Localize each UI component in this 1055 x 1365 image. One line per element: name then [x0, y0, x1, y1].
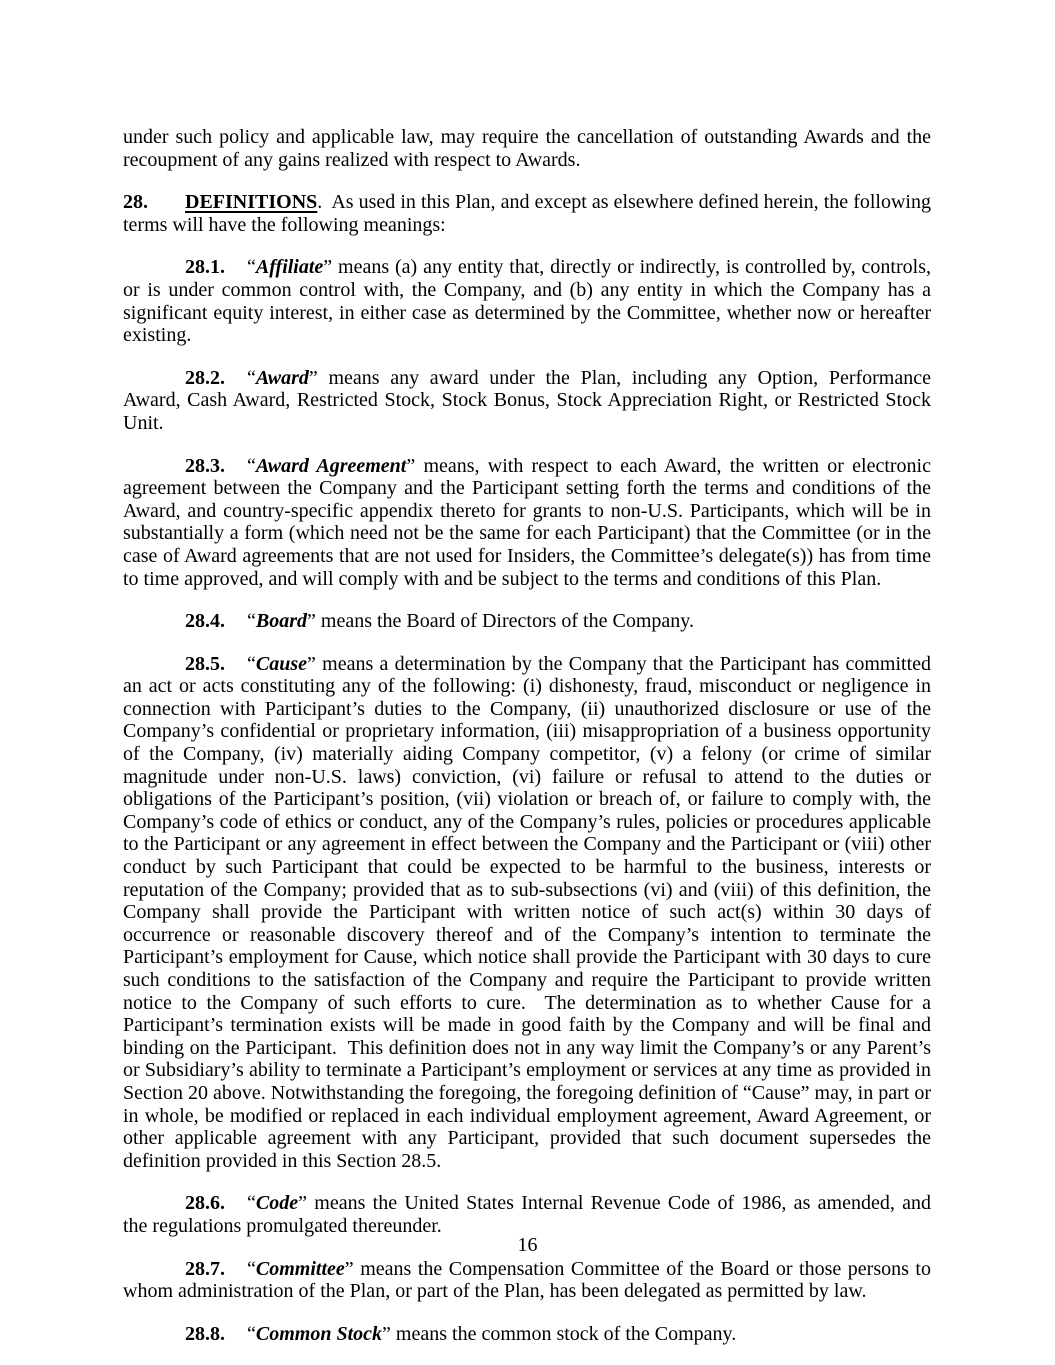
- intro-paragraph-text: under such policy and applicable law, may require the cancellation of outstanding Awards and the recoupment of any gains realized with respect to Awards.: [123, 126, 931, 171]
- definition-term: Board: [255, 610, 308, 633]
- definition-award-agreement: [123, 455, 931, 591]
- open-quote: “: [247, 1257, 256, 1280]
- definition-body: means, with respect to each Award, the written or electronic agreement between the Company and the Participant setting forth the terms and conditions of the Award, and country-specific appendix thereto for grants to non-U.S. Participants, which will be in substantially a form (which need not be the same for each Participant) that the Committee (or in the case of Award agreements that are not used for Insiders, the Committee’s delegate(s)) has from time to time approved, and will comply with and be subject to the terms and conditions of this Plan.: [123, 454, 931, 590]
- definition-board: [123, 610, 931, 633]
- open-quote: “: [247, 652, 256, 675]
- definition-code: [123, 1192, 931, 1237]
- definition-term: Code: [255, 1192, 299, 1215]
- definition-affiliate: [123, 256, 931, 346]
- definition-common-stock: [123, 1323, 931, 1346]
- definition-committee: [123, 1258, 931, 1303]
- document-body: [123, 126, 931, 1365]
- open-quote: “: [247, 454, 256, 477]
- definition-award: [123, 367, 931, 435]
- definition-body: means (a) any entity that, directly or indirectly, is controlled by, controls, or is under common control with, the Company, and (b) any entity in which the Company has a significant equity interest, in either case as determined by the Committee, whether now or hereafter existing.: [123, 256, 931, 347]
- definition-cause: [123, 653, 931, 1173]
- definition-number: 28.1.: [185, 256, 225, 279]
- page-number: 16: [517, 1234, 538, 1256]
- definition-term: Award Agreement: [255, 454, 407, 477]
- open-quote: “: [247, 1322, 256, 1345]
- definition-body: means any award under the Plan, including any Option, Performance Award, Cash Award, Restricted Stock, Stock Bonus, Stock Appreciation Right, or Restricted Stock Unit.: [123, 366, 931, 434]
- definition-number: 28.8.: [185, 1322, 225, 1345]
- definition-number: 28.2.: [185, 366, 225, 389]
- section-lead-text: . As used in this Plan, and except as elsewhere defined herein, the following terms will have the following meanings:: [123, 191, 931, 236]
- close-quote: ”: [307, 652, 316, 675]
- definition-number: 28.6.: [185, 1192, 225, 1215]
- close-quote: ”: [307, 610, 316, 633]
- close-quote: ”: [382, 1322, 391, 1345]
- open-quote: “: [247, 366, 256, 389]
- close-quote: ”: [323, 256, 333, 279]
- definition-term: Award: [255, 366, 309, 389]
- definition-body: means the United States Internal Revenue Code of 1986, as amended, and the regulations promulgated thereunder.: [123, 1192, 931, 1237]
- open-quote: “: [247, 1192, 256, 1215]
- close-quote: ”: [308, 366, 318, 389]
- definition-term: Affiliate: [255, 256, 324, 279]
- definition-number: 28.3.: [185, 454, 225, 477]
- close-quote: ”: [406, 454, 416, 477]
- definition-body: means a determination by the Company that the Participant has committed an act or acts constituting any of the following: (i) dishonesty, fraud, misconduct or negligence in connection with Participant’s duties to the Company, (ii) unauthorized disclosure or use of the Company’s confidential or proprietary information, (iii) misappropriation of a business opportunity of the Company, (iv) materially aiding Company competitor, (v) a felony (or crime of similar magnitude under non-U.S. laws) conviction, (vi) failure or refusal to attend to the duties or obligations of the Participant’s position, (vii) violation or breach of, or failure to comply with, the Company’s code of ethics or conduct, any of the Company’s rules, policies or procedures applicable to the Participant or any agreement in effect between the Company and the Participant or (viii) other conduct by such Participant that could be expected to be harmful to the business, interests or reputation of the Company; provided that as to sub-subsections (vi) and (viii) of this definition, the Company shall provide the Participant with written notice of such act(s) within 30 days of occurrence or reasonable discovery thereof and of the Company’s intention to terminate the Participant’s employment for Cause, which notice shall provide the Participant with 30 days to cure such conditions to the satisfaction of the Company and require the Participant to provide written notice to the Company of such efforts to cure. The determination as to whether Cause for a Participant’s termination exists will be made in good faith by the Company and will be final and binding on the Participant. This definition does not in any way limit the Company’s or any Parent’s or Subsidiary’s ability to terminate a Participant’s employment or services at any time as provided in Section 20 above. Notwithstanding the foregoing, the foregoing definition of “Cause” may, in part or in whole, be modified or replaced in each individual employment agreement, Award Agreement, or other applicable agreement with any Participant, provided that such document supersedes the definition provided in this Section 28.5.: [123, 652, 931, 1172]
- definition-term: Common Stock: [255, 1322, 383, 1345]
- section-heading-definitions: [123, 191, 931, 236]
- definition-number: 28.5.: [185, 652, 225, 675]
- intro-paragraph: [123, 126, 931, 171]
- definition-body: means the Board of Directors of the Company.: [315, 610, 694, 633]
- definition-number: 28.4.: [185, 610, 225, 633]
- open-quote: “: [247, 610, 256, 633]
- close-quote: ”: [344, 1257, 354, 1280]
- definition-number: 28.7.: [185, 1257, 225, 1280]
- section-title: DEFINITIONS: [185, 191, 318, 214]
- definition-body: means the Compensation Committee of the Board or those persons to whom administration of the Plan, or part of the Plan, has been delegated as permitted by law.: [123, 1257, 931, 1303]
- close-quote: ”: [298, 1192, 307, 1215]
- section-number: 28.: [123, 191, 148, 214]
- open-quote: “: [247, 256, 256, 279]
- definition-term: Committee: [255, 1257, 345, 1280]
- definition-body: means the common stock of the Company.: [390, 1322, 737, 1345]
- definition-term: Cause: [255, 652, 308, 675]
